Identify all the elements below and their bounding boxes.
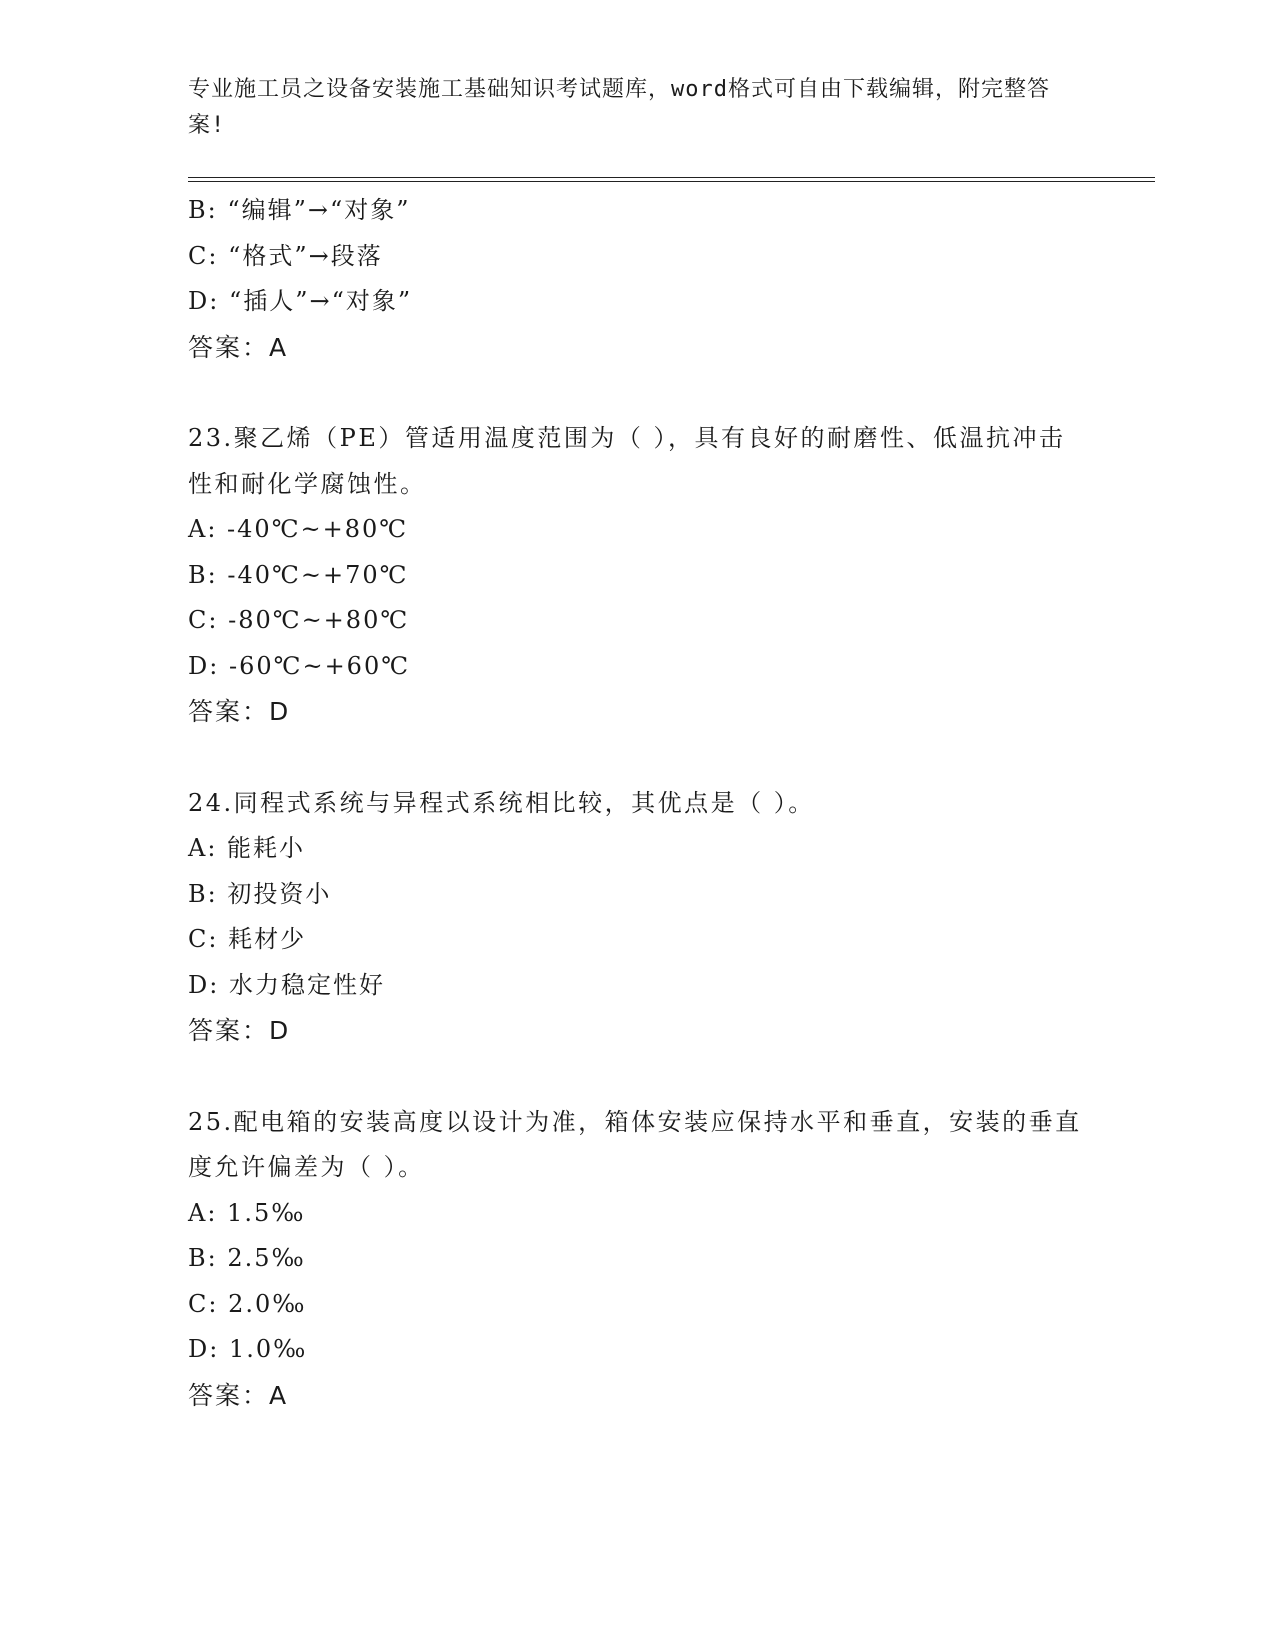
continued-question (188, 188, 1088, 370)
option-c: C: “格式”→段落 (188, 241, 383, 270)
question-25 (188, 1100, 1088, 1419)
option-a: A: -40℃~+80℃ (188, 515, 409, 543)
option-a: A: 能耗小 (188, 834, 306, 862)
answer: 答案：A (188, 332, 289, 362)
spacer (188, 370, 1088, 416)
header-rule-top (188, 177, 1155, 178)
question-title: 23.聚乙烯（PE）管适用温度范围为（ ），具有良好的耐磨性、低温抗冲击性和耐化学腐蚀性。 (188, 424, 1066, 498)
option-d: D: 1.0‰ (188, 1335, 308, 1363)
question-title: 25.配电箱的安装高度以设计为准，箱体安装应保持水平和垂直，安装的垂直度允许偏差为（ ）。 (188, 1107, 1082, 1181)
option-c: C: -80℃~+80℃ (188, 606, 410, 634)
option-b: B: “编辑”→“对象” (188, 196, 411, 224)
header-rule-bottom (188, 181, 1155, 182)
option-b: B: 2.5‰ (188, 1244, 306, 1272)
spacer (188, 735, 1088, 781)
answer: 答案：A (188, 1380, 289, 1410)
document-header: 专业施工员之设备安装施工基础知识考试题库，word格式可自由下载编辑，附完整答案! (188, 77, 1050, 138)
option-c: C: 2.0‰ (188, 1289, 307, 1318)
question-list (188, 188, 1088, 1418)
option-b: B: -40℃~+70℃ (188, 560, 409, 589)
option-a: A: 1.5‰ (188, 1198, 306, 1227)
answer: 答案：D (188, 1016, 291, 1045)
spacer (188, 1054, 1088, 1100)
option-b: B: 初投资小 (188, 879, 332, 908)
option-d: D: “插人”→“对象” (188, 287, 413, 315)
question-23 (188, 416, 1088, 735)
answer: 答案：D (188, 697, 291, 726)
question-24 (188, 781, 1088, 1054)
option-c: C: 耗材少 (188, 925, 307, 953)
option-d: D: -60℃~+60℃ (188, 651, 411, 680)
option-d: D: 水力稳定性好 (188, 970, 385, 999)
question-title: 24.同程式系统与异程式系统相比较，其优点是（ ）。 (188, 788, 815, 817)
